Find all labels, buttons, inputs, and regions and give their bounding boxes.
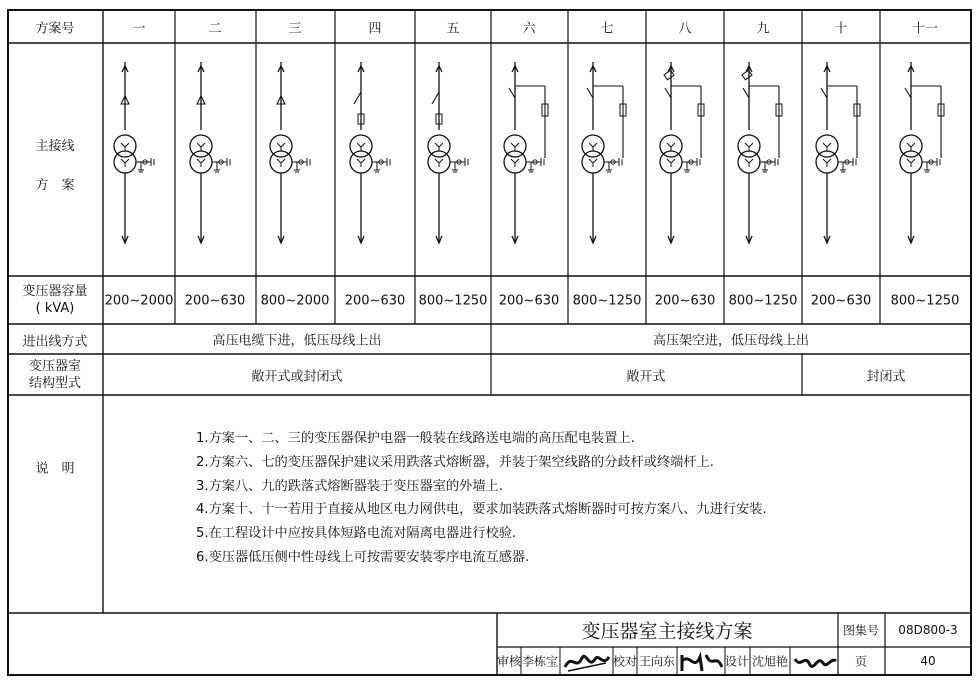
- note-item: 2.方案六、七的变压器保护建议采用跌落式熔断器，并装于架空线路的分歧杆或终端杆上.: [196, 454, 714, 470]
- note-item: 1.方案一、二、三的变压器保护电器一般装在线路送电端的高压配电装置上.: [196, 431, 635, 446]
- capacity-value: 200~630: [184, 293, 246, 309]
- page-label: 页: [854, 654, 868, 669]
- note-item: 4.方案十、十一若用于直接从地区电力网供电，要求加装跌落式熔断器时可按方案八、九进行安装.: [196, 502, 767, 518]
- scheme-header-label: 方案号: [35, 21, 75, 37]
- checker-signature: [678, 649, 724, 675]
- capacity-value: 200~630: [810, 293, 872, 309]
- structure-value-c: 封闭式: [866, 369, 906, 385]
- capacity-value: 200~630: [344, 293, 406, 309]
- capacity-value: 200~2000: [104, 293, 174, 309]
- reviewer-signature: [562, 649, 612, 675]
- capacity-row-label: [22, 283, 87, 317]
- structure-label-line1: 变压器室: [28, 359, 82, 374]
- page-number: 40: [920, 654, 936, 668]
- note-item: 6.变压器低压侧中性母线上可按需要安装零序电流互感器.: [196, 549, 530, 565]
- inout-row-label: 进出线方式: [22, 334, 88, 350]
- capacity-value: 800~1250: [572, 293, 642, 309]
- structure-label-line2: 结构型式: [28, 376, 82, 391]
- reviewer-name: 李栋宝: [521, 654, 559, 669]
- designer-signature: [792, 649, 838, 675]
- design-label: 设计: [724, 654, 750, 669]
- capacity-value: 800~1250: [728, 293, 798, 309]
- capacity-label-line2: ( kVA): [35, 301, 75, 316]
- check-label: 校对: [612, 654, 638, 669]
- notes-list: [196, 427, 767, 570]
- capacity-value: 200~630: [654, 293, 716, 309]
- inout-value-b: 高压架空进，低压母线上出: [652, 333, 810, 349]
- scheme-number: 九: [756, 21, 770, 37]
- review-label: 审核: [496, 654, 522, 669]
- scheme-number: 三: [288, 21, 302, 37]
- structure-row-label: [29, 358, 81, 392]
- scheme-number: 二: [208, 21, 222, 37]
- wiring-label-line1: 主接线: [35, 139, 75, 154]
- scheme-number: 六: [522, 21, 536, 37]
- structure-value-a: 敞开式或封闭式: [251, 369, 343, 385]
- checker-name: 王向东: [638, 654, 676, 669]
- capacity-value: 800~1250: [418, 293, 488, 309]
- capacity-label-line1: 变压器容量: [22, 284, 88, 299]
- atlas-number: 08D800-3: [898, 623, 958, 637]
- capacity-value: 800~2000: [260, 293, 330, 309]
- note-item: 5.在工程设计中应按具体短路电流对隔离电器进行校验.: [196, 526, 517, 542]
- capacity-value: 200~630: [498, 293, 560, 309]
- scheme-number: 十一: [911, 21, 939, 37]
- scheme-number: 十: [834, 21, 848, 37]
- note-item: 3.方案八、九的跌落式熔断器装于变压器室的外墙上.: [196, 478, 503, 494]
- drawing-title: 变压器室主接线方案: [581, 620, 753, 643]
- scheme-number: 七: [600, 21, 614, 37]
- designer-name: 沈旭艳: [751, 654, 789, 669]
- atlas-label: 图集号: [842, 623, 880, 638]
- capacity-value: 800~1250: [890, 293, 960, 309]
- scheme-number: 一: [132, 21, 146, 37]
- scheme-number: 四: [368, 21, 382, 37]
- inout-value-a: 高压电缆下进，低压母线上出: [212, 333, 382, 349]
- scheme-number: 八: [678, 21, 692, 37]
- scheme-number: 五: [446, 21, 460, 37]
- structure-value-b: 敞开式: [626, 369, 666, 385]
- notes-row-label: 说 明: [35, 461, 75, 477]
- wiring-label-line2: 方 案: [35, 178, 75, 193]
- wiring-row-label: [35, 138, 74, 194]
